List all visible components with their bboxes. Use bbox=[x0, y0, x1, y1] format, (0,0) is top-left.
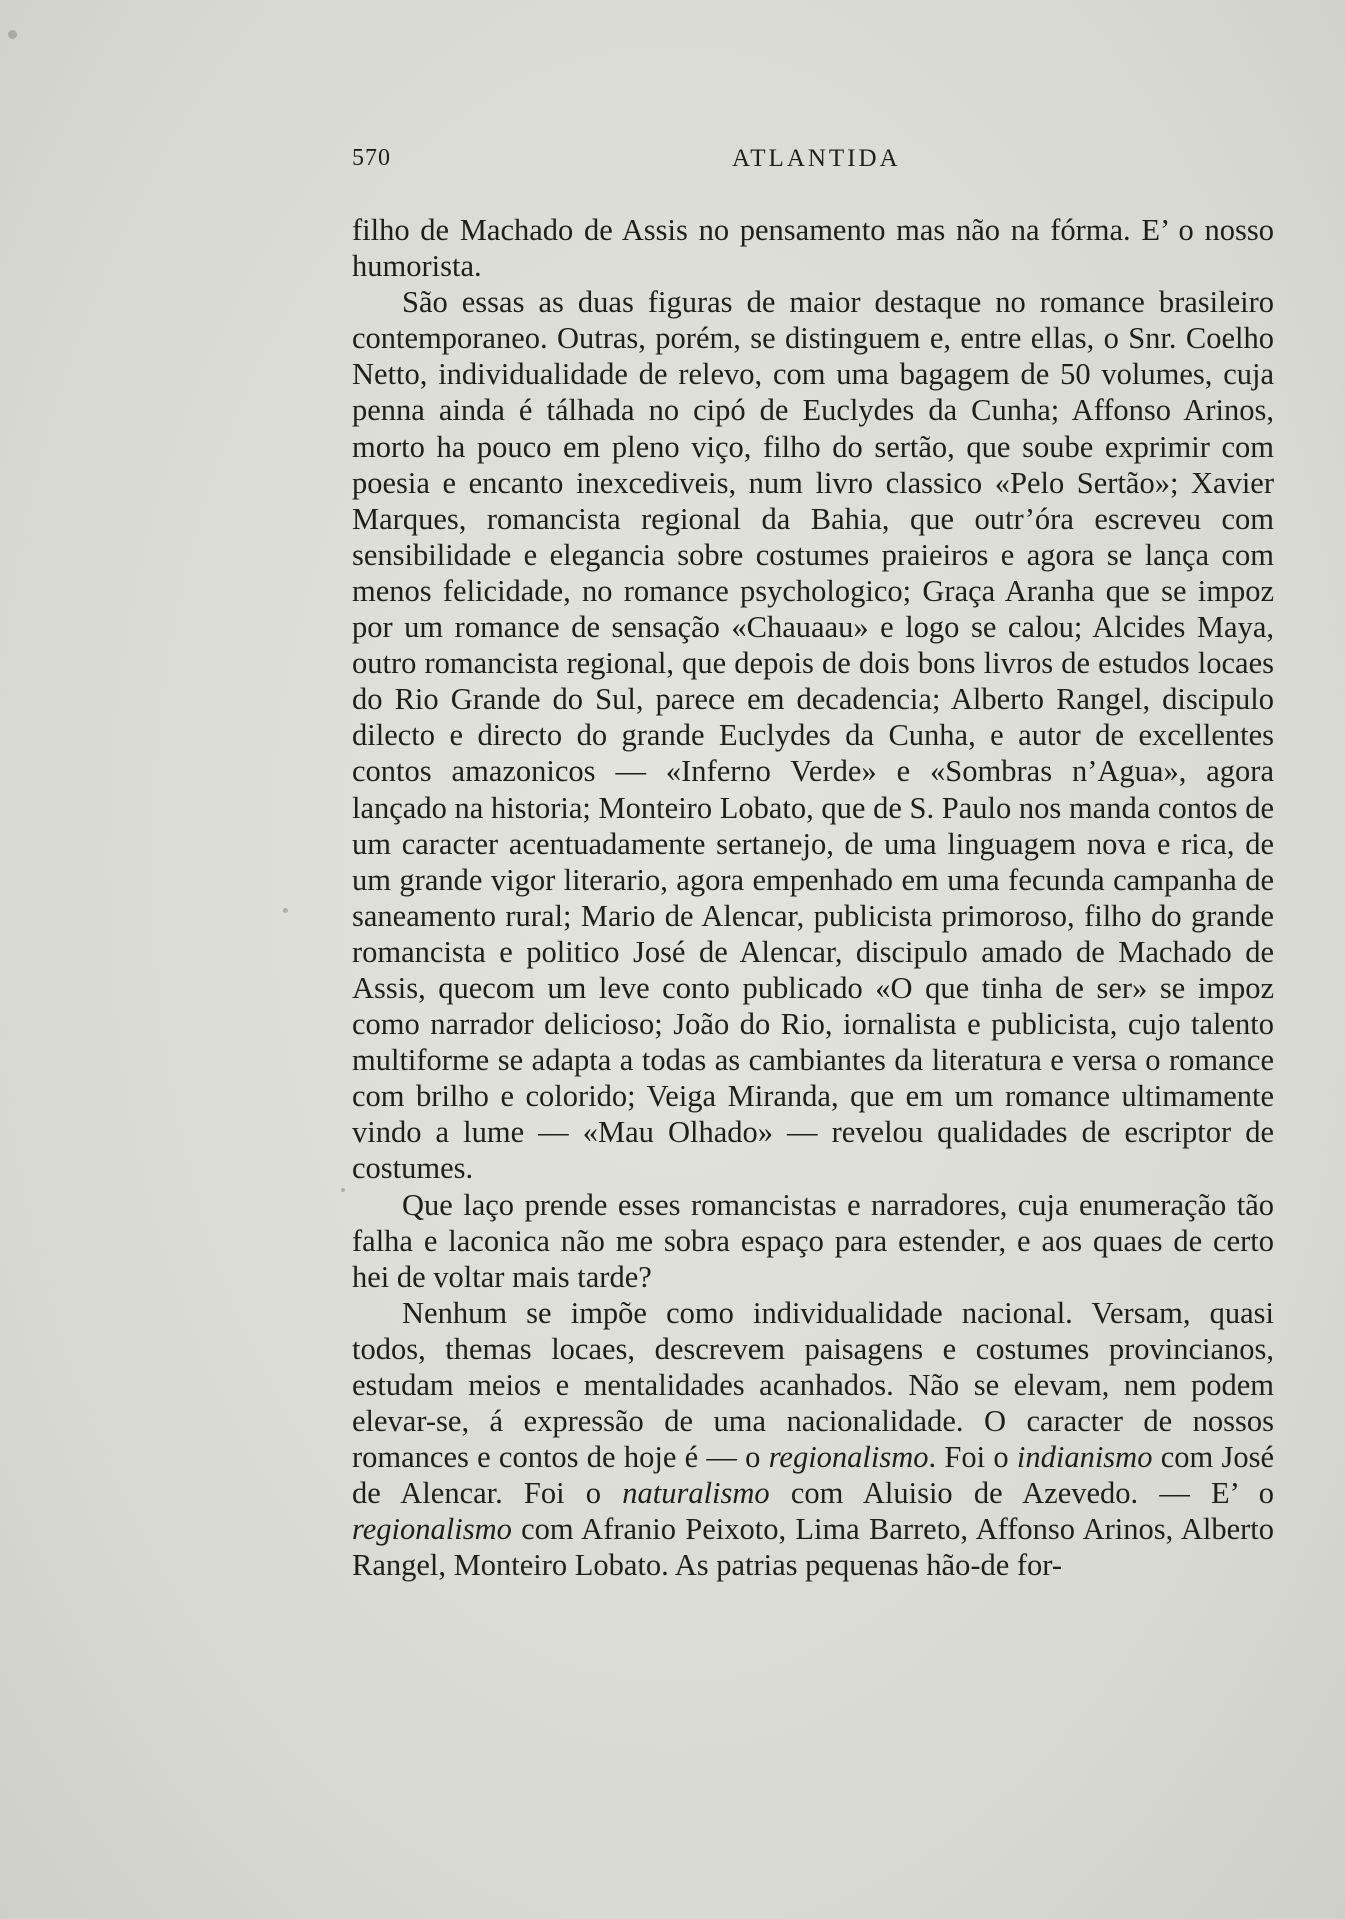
paper-speck bbox=[283, 908, 288, 913]
page-number: 570 bbox=[352, 145, 391, 171]
paragraph bbox=[352, 1295, 1274, 1584]
text-run: com José de Alencar. Foi o bbox=[352, 1440, 1275, 1511]
text-run: São essas as duas figuras de maior destaque no romance brasileiro contemporaneo. Outras, porém, se distinguem e, entre ellas, o Snr. Coelho Netto, individualidade de relevo, com uma bagagem de 50 volumes, cuja penna ainda é tálhada no cipó de Euclydes da Cunha; Affonso Arinos, morto ha pouco em pleno viço, filho do sertão, que soube exprimir com poesia e encanto inexcediveis, num livro classico «Pelo Sertão»; Xavier Marques, romancista regional da Bahia, que outr’óra escreveu com sensibilidade e elegancia sobre costumes praieiros e agora se lança com menos felicidade, no romance psychologico; Graça Aranha que se impoz por um romance de sensação «Chauaau» e logo se calou; Alcides Maya, outro romancista regional, que depois de dois bons livros de estudos locaes do Rio Grande do Sul, parece em decadencia; Alberto Rangel, discipulo dilecto e directo do grande Euclydes da Cunha, e autor de excellentes contos amazonicos — «Inferno Verde» e «Sombras n’Agua», agora lançado na historia; Monteiro Lobato, que de S. Paulo nos manda contos de um caracter acentuadamente sertanejo, de uma linguagem nova e rica, de um grande vigor literario, agora empenhado em uma fecunda campanha de saneamento rural; Mario de Alencar, publicista primoroso, filho do grande romancista e politico José de Alencar, discipulo amado de Machado de Assis, quecom um leve conto publicado «O que tinha de ser» se impoz como narrador delicioso; João do Rio, iornalista e publicista, cujo talento multiforme se adapta a todas as cambiantes da literatura e versa o romance com brilho e colorido; Veiga Miranda, que em um romance ultimamente vindo a lume — «Mau Olhado» — revelou qualidades de escriptor de costumes. bbox=[352, 285, 1274, 1186]
italic-term: naturalismo bbox=[622, 1476, 770, 1511]
paper-speck bbox=[8, 30, 17, 39]
paragraph bbox=[352, 212, 1274, 284]
italic-term: indianismo bbox=[1016, 1440, 1153, 1475]
text-run: filho de Machado de Assis no pensamento mas não na fórma. E’ o nosso humorista. bbox=[352, 213, 1274, 284]
text-run: . Foi o bbox=[928, 1440, 1017, 1475]
italic-term: regionalismo bbox=[352, 1512, 512, 1547]
running-title: ATLANTIDA bbox=[732, 145, 901, 172]
paragraph bbox=[352, 284, 1274, 1186]
paper-speck bbox=[341, 1188, 345, 1192]
body-text bbox=[352, 212, 1274, 1584]
italic-term: regionalismo bbox=[768, 1440, 929, 1475]
paragraph bbox=[352, 1187, 1274, 1295]
text-run: com Afranio Peixoto, Lima Barreto, Affonso Arinos, Alberto Rangel, Monteiro Lobato. As patrias pequenas hão-de for- bbox=[352, 1512, 1274, 1583]
text-run: Nenhum se impõe como individualidade nacional. Versam, quasi todos, themas locaes, descrevem paisagens e costumes provincianos, estudam meios e mentalidades acanhados. Não se elevam, nem podem elevar-se, á expressão de uma nacionalidade. O caracter de nossos romances e contos de hoje é — o bbox=[352, 1295, 1274, 1475]
text-run: com Aluisio de Azevedo. — E’ o bbox=[769, 1476, 1274, 1511]
page-header bbox=[352, 145, 1274, 179]
text-run: Que laço prende esses romancistas e narradores, cuja enumeração tão falha e laconica não me sobra espaço para estender, e aos quaes de certo hei de voltar mais tarde? bbox=[352, 1187, 1274, 1294]
